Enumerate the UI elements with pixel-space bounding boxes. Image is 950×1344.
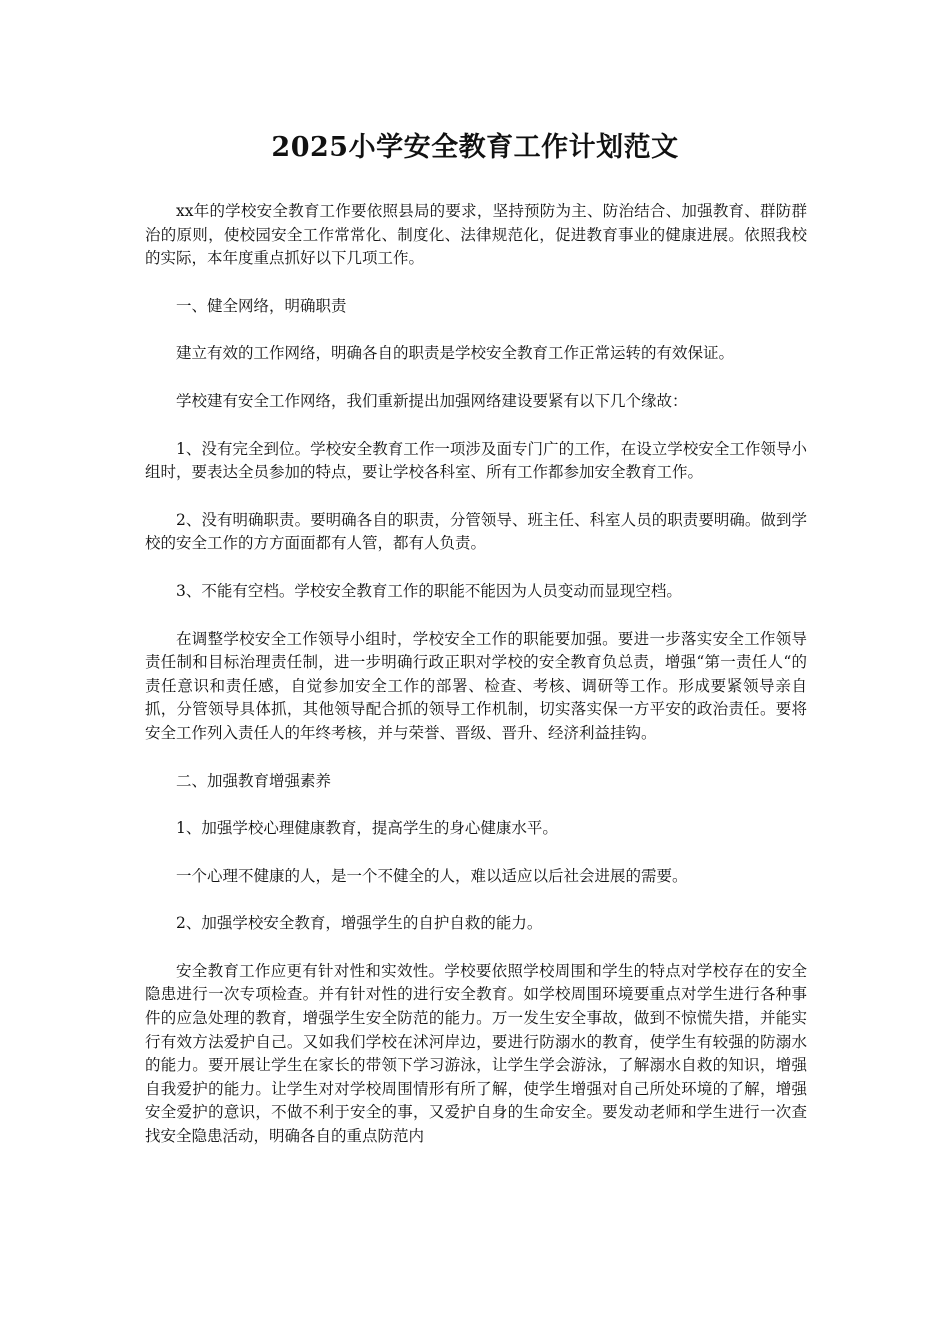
list-item-2: 2、没有明确职责。要明确各自的职责，分管领导、班主任、科室人员的职责要明确。做到学校的安全工作的方方面面都有人管，都有人负责。 <box>145 510 807 553</box>
subheading-2: 2、加强学校安全教育，增强学生的自护自救的能力。 <box>176 914 543 933</box>
section-heading-1: 一、健全网络，明确职责 <box>176 296 347 315</box>
section-heading-2: 二、加强教育增强素养 <box>176 771 332 790</box>
paragraph: 学校建有安全工作网络，我们重新提出加强网络建设要紧有以下几个缘故： <box>176 391 688 410</box>
document-body <box>145 200 807 1173</box>
document-title: 2025小学安全教育工作计划范文 <box>271 132 679 163</box>
list-item-3: 3、不能有空档。学校安全教育工作的职能不能因为人员变动而显现空档。 <box>176 581 682 600</box>
paragraph-intro: xx年的学校安全教育工作要依照县局的要求，坚持预防为主、防治结合、加强教育、群防群治的原则，使校园安全工作常常化、制度化、法律规范化，促进教育事业的健康进展。依照我校的实际，本年度重点抓好以下几项工作。 <box>145 202 807 268</box>
paragraph: 建立有效的工作网络，明确各自的职责是学校安全教育工作正常运转的有效保证。 <box>176 344 735 363</box>
subheading-1: 1、加强学校心理健康教育，提高学生的身心健康水平。 <box>176 819 558 838</box>
paragraph: 在调整学校安全工作领导小组时，学校安全工作的职能要加强。要进一步落实安全工作领导责任制和目标治理责任制，进一步明确行政正职对学校的安全教育负总责，增强“第一责任人“的责任意识和责任感，自觉参加安全工作的部署、检查、考核、调研等工作。形成要紧领导亲自抓，分管领导具体抓，其他领导配合抓的领导工作机制，切实落实保一方平安的政治责任。要将安全工作列入责任人的年终考核，并与荣誉、晋级、晋升、经济利益挂钩。 <box>145 629 807 742</box>
paragraph: 一个心理不健康的人，是一个不健全的人，难以适应以后社会进展的需要。 <box>176 866 688 885</box>
list-item-1: 1、没有完全到位。学校安全教育工作一项涉及面专门广的工作，在设立学校安全工作领导小组时，要表达全员参加的特点，要让学校各科室、所有工作都参加安全教育工作。 <box>145 439 807 482</box>
paragraph: 安全教育工作应更有针对性和实效性。学校要依照学校周围和学生的特点对学校存在的安全隐患进行一次专项检查。并有针对性的进行安全教育。如学校周围环境要重点对学生进行各种事件的应急处理的教育，增强学生安全防范的能力。万一发生安全事故，做到不惊慌失措，并能实行有效方法爱护自己。又如我们学校在沭河岸边，要进行防溺水的教育，使学生有较强的防溺水的能力。要开展让学生在家长的带领下学习游泳，让学生学会游泳，了解溺水自救的知识，增强自我爱护的能力。让学生对对学校周围情形有所了解，使学生增强对自己所处环境的了解，增强安全爱护的意识，不做不利于安全的事，又爱护自身的生命安全。要发动老师和学生进行一次查找安全隐患活动，明确各自的重点防范内 <box>145 961 807 1146</box>
